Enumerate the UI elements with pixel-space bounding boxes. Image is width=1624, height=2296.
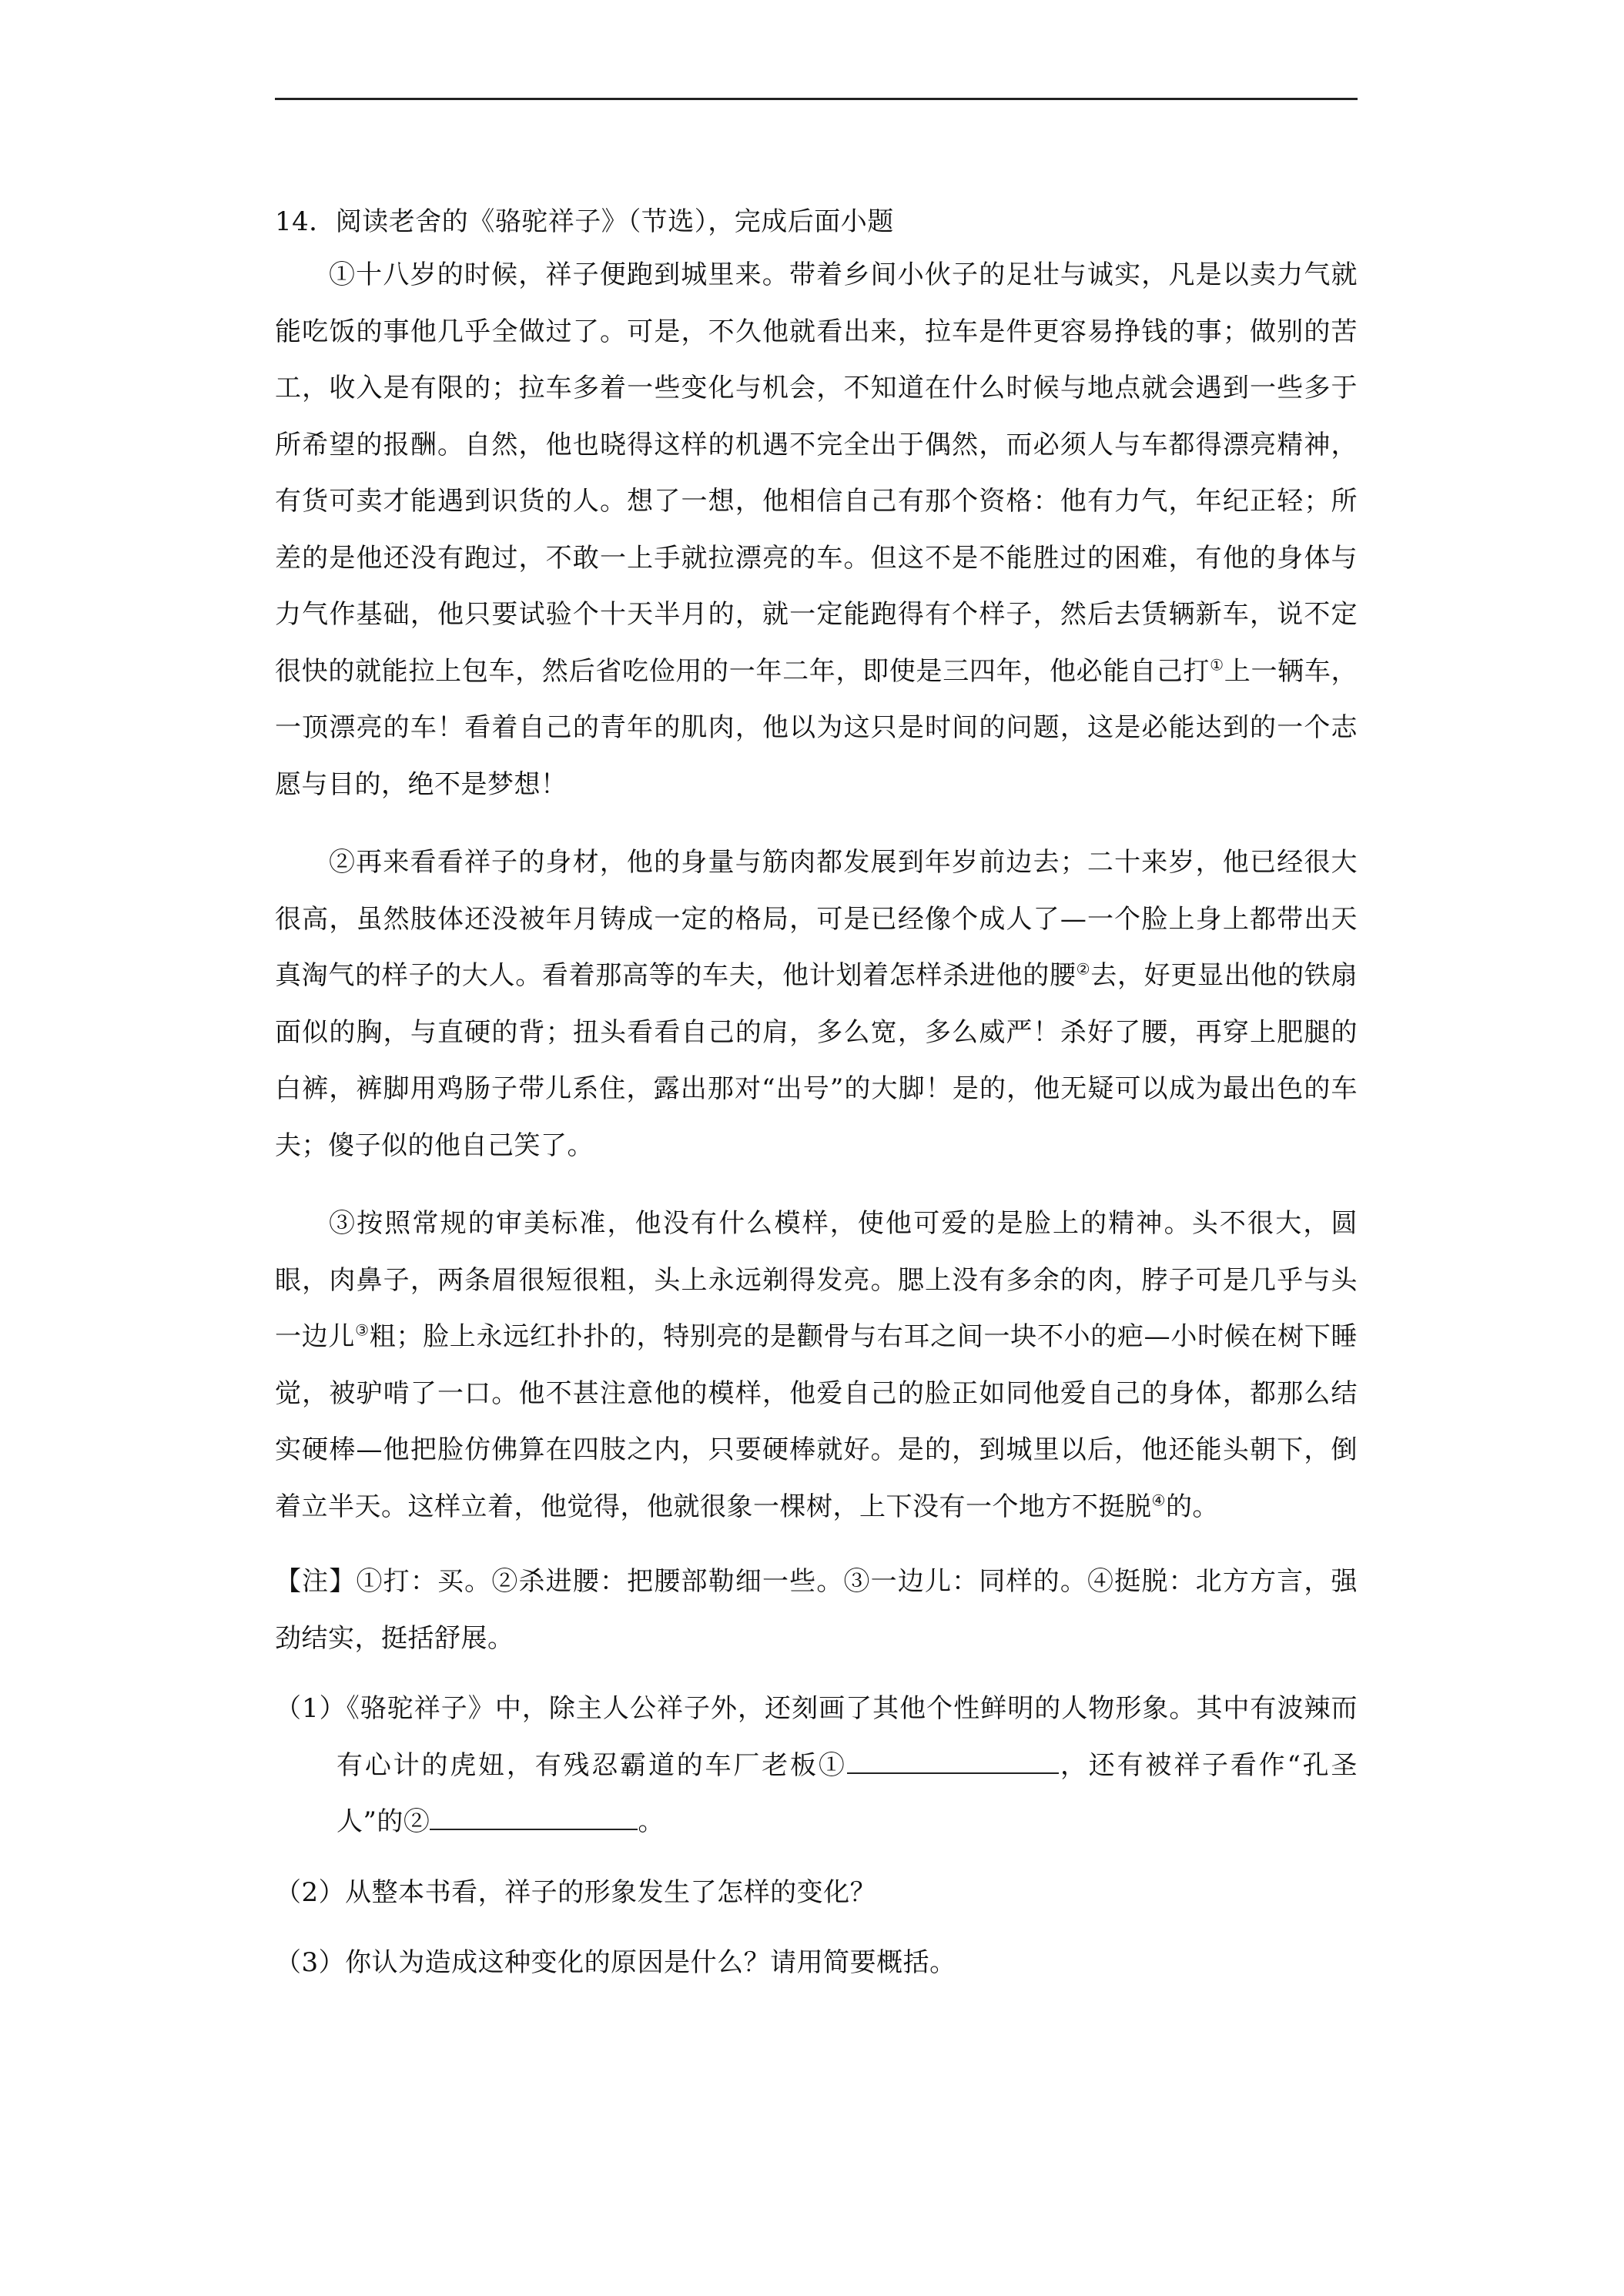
passage-paragraph-1: ①十八岁的时候，祥子便跑到城里来。带着乡间小伙子的足壮与诚实，凡是以卖力气就能吃饭的事他几乎全做过了。可是，不久他就看出来，拉车是件更容易挣钱的事；做别的苦工，收入是有限的；拉车多着一些变化与机会，不知道在什么时候与地点就会遇到一些多于所希望的报酬。自然，他也晓得这样的机遇不完全出于偶然，而必须人与车都得漂亮精神，有货可卖才能遇到识货的人。想了一想，他相信自己有那个资格：他有力气，年纪正轻；所差的是他还没有跑过，不敢一上手就拉漂亮的车。但这不是不能胜过的困难，有他的身体与力气作基础，他只要试验个十天半月的，就一定能跑得有个样子，然后去赁辆新车，说不定很快的就能拉上包车，然后省吃俭用的一年二年，即使是三四年，他必能自己打①上一辆车，一顶漂亮的车！看着自己的青年的肌肉，他以为这只是时间的问题，这是必能达到的一个志愿与目的，绝不是梦想！ bbox=[275, 259, 1358, 800]
sub-question-3: （3）你认为造成这种变化的原因是什么？请用简要概括。 bbox=[275, 1947, 956, 1978]
footnote-marker-4: ④ bbox=[1151, 1491, 1166, 1510]
footnote-marker-3: ③ bbox=[355, 1320, 370, 1340]
passage-paragraph-2: ②再来看看祥子的身材，他的身量与筋肉都发展到年岁前边去；二十来岁，他已经很大很高，虽然肢体还没被年月铸成一定的格局，可是已经像个成人了—一个脸上身上都带出天真淘气的样子的大人。看着那高等的车夫，他计划着怎样杀进他的腰②去，好更显出他的铁扇面似的胸，与直硬的背；扭头看看自己的肩，多么宽，多么威严！杀好了腰，再穿上肥腿的白裤，裤脚用鸡肠子带儿系住，露出那对“出号”的大脚！是的，他无疑可以成为最出色的车夫；傻子似的他自己笑了。 bbox=[275, 847, 1358, 1161]
question-title-text: 阅读老舍的《骆驼祥子》（节选），完成后面小题 bbox=[335, 206, 894, 237]
header-rule bbox=[275, 98, 1358, 100]
sub-question-1: （1）《骆驼祥子》中，除主人公祥子外，还刻画了其他个性鲜明的人物形象。其中有波辣而有心计的虎妞，有残忍霸道的车厂老板① ，还有被祥子看作“孔圣人”的② 。 bbox=[275, 1693, 1358, 1837]
passage-paragraph-3: ③按照常规的审美标准，他没有什么模样，使他可爱的是脸上的精神。头不很大，圆眼，肉鼻子，两条眉很短很粗，头上永远剃得发亮。腮上没有多余的肉，脖子可是几乎与头一边儿③粗；脸上永远红扑扑的，特别亮的是颧骨与右耳之间一块不小的疤—小时候在树下睡觉，被驴啃了一口。他不甚注意他的模样，他爱自己的脸正如同他爱自己的身体，都那么结实硬棒—他把脸仿佛算在四肢之内，只要硬棒就好。是的，到城里以后，他还能头朝下，倒着立半天。这样立着，他觉得，他就很象一棵树，上下没有一个地方不挺脱④的。 bbox=[275, 1208, 1358, 1522]
footnote-marker-1: ① bbox=[1210, 655, 1224, 674]
question-block bbox=[275, 196, 1358, 1992]
answer-blank-2[interactable] bbox=[430, 1806, 638, 1830]
answer-blank-1[interactable] bbox=[847, 1749, 1059, 1774]
footnote-marker-2: ② bbox=[1076, 959, 1091, 979]
sub-question-label: （2） bbox=[275, 1876, 346, 1908]
sub-question-label: （3） bbox=[275, 1947, 346, 1978]
sub-question-2: （2）从整本书看，祥子的形象发生了怎样的变化？ bbox=[275, 1876, 877, 1908]
sub-question-label: （1） bbox=[275, 1693, 347, 1724]
question-title bbox=[275, 196, 1358, 247]
question-number: 14． bbox=[275, 206, 336, 237]
footnote-note: 【注】①打：买。②杀进腰：把腰部勒细一些。③一边儿：同样的。④挺脱：北方方言，强劲结实，挺括舒展。 bbox=[275, 1566, 1358, 1654]
